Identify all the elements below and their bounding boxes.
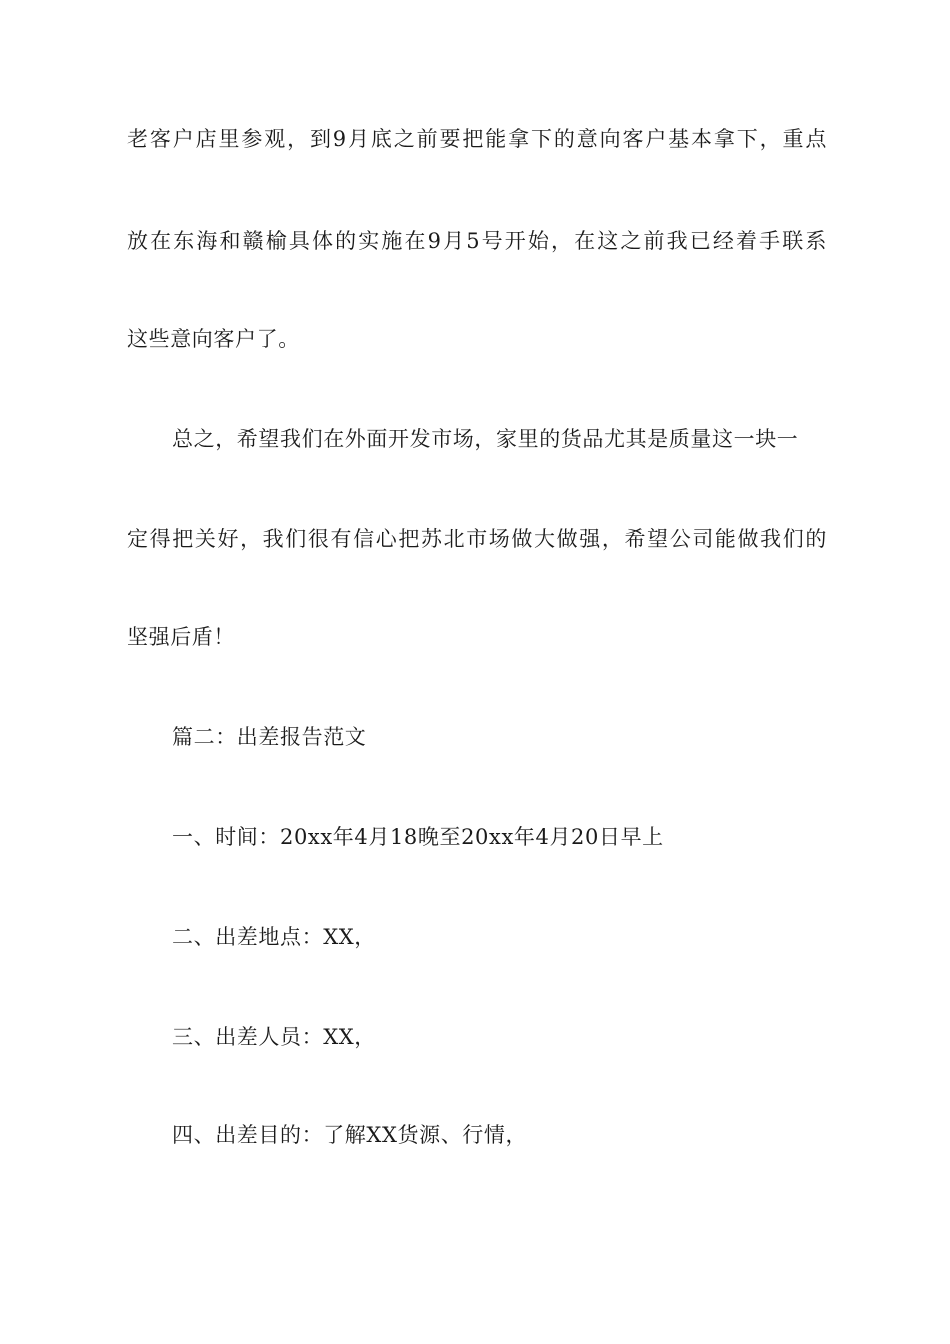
paragraph-2-line-3: 坚强后盾！	[127, 625, 235, 649]
paragraph-1-line-2: 放在东海和赣榆具体的实施在9月5号开始，在这之前我已经着手联系	[127, 229, 827, 253]
paragraph-2-line-2: 定得把关好，我们很有信心把苏北市场做大做强，希望公司能做我们的	[127, 527, 827, 551]
paragraph-1-line-3: 这些意向客户了。	[127, 327, 300, 351]
item-purpose: 四、出差目的：了解XX货源、行情，	[172, 1123, 528, 1147]
paragraph-1-line-1: 老客户店里参观，到9月底之前要把能拿下的意向客户基本拿下，重点	[127, 127, 827, 151]
item-time: 一、时间：20xx年4月18晚至20xx年4月20日早上	[172, 825, 664, 849]
item-personnel: 三、出差人员：XX，	[172, 1025, 376, 1049]
section-title: 篇二：出差报告范文	[172, 725, 367, 749]
paragraph-2-line-1: 总之，希望我们在外面开发市场，家里的货品尤其是质量这一块一	[172, 427, 799, 451]
item-location: 二、出差地点：XX，	[172, 925, 376, 949]
